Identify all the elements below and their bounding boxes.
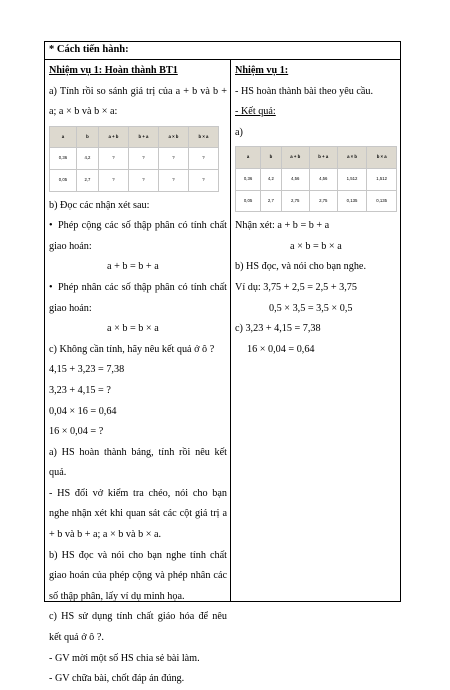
- c-line: 0,04 × 16 = 0,64: [49, 405, 117, 417]
- table-row: [50, 169, 219, 191]
- part-c-prompt: c) Không cần tính, hãy nêu kết quả ở ô ?: [49, 343, 215, 355]
- c-line: 4,15 + 3,23 = 7,38: [49, 364, 125, 376]
- task-title: Nhiệm vụ 1: Hoàn thành BT1: [49, 65, 178, 76]
- formula-addition: a + b = b + a: [107, 261, 159, 273]
- bullet-text: Phép nhân các số thập phân có tính chất giao hoán:: [49, 281, 227, 314]
- section-heading: * Cách tiến hành:: [49, 44, 129, 55]
- table-header-cell: b + a: [128, 126, 158, 148]
- task-title: Nhiệm vụ 1:: [235, 65, 289, 76]
- table-cell: ?: [188, 169, 218, 191]
- part-c-answer: c) 3,23 + 4,15 = 7,38: [235, 323, 321, 335]
- result-label: - Kết quả:: [235, 106, 276, 118]
- bullet-icon: •: [49, 281, 53, 293]
- answer-table: [235, 146, 397, 212]
- table-cell: 0,135: [337, 190, 367, 212]
- lesson-table: [44, 41, 401, 685]
- student-line: - HS hoàn thành bài theo yêu cầu.: [235, 85, 374, 97]
- instruction-c: c) HS sử dụng tính chất giáo hóa để nêu kết quả ở ô ?.: [49, 611, 227, 644]
- teacher-column: [49, 61, 227, 690]
- part-b-answer: b) HS đọc, và nói cho bạn nghe.: [235, 261, 366, 273]
- bullet-addition: [49, 216, 227, 257]
- part-c-answer-2: 16 × 0,04 = 0,64: [247, 343, 315, 355]
- table-cell: ?: [128, 148, 158, 170]
- table-cell: ?: [128, 169, 158, 191]
- table-cell: ?: [158, 148, 188, 170]
- instruction-b: b) HS đọc và nói cho bạn nghe tính chất giao hoán của phép cộng và phép nhân các số thập phân, lấy ví dụ minh họa.: [49, 549, 227, 602]
- table-header-cell: b × a: [367, 147, 397, 169]
- table-cell: 2,75: [281, 190, 309, 212]
- example-addition: Ví dụ: 3,75 + 2,5 = 2,5 + 3,75: [235, 281, 357, 293]
- table-header-cell: a + b: [281, 147, 309, 169]
- table-cell: ?: [98, 148, 128, 170]
- table-cell: ?: [98, 169, 128, 191]
- table-header-cell: a × b: [158, 126, 188, 148]
- formula-multiplication: a × b = b × a: [107, 323, 159, 335]
- table-cell: 0,05: [236, 190, 261, 212]
- table-cell: 2,7: [261, 190, 282, 212]
- part-a-prompt: a) Tính rồi so sánh giá trị của a + b và b + a; a × b và b × a:: [49, 85, 227, 118]
- instruction-a: a) HS hoàn thành bảng, tính rồi nêu kết quả.: [49, 446, 227, 479]
- table-cell: 0,05: [50, 169, 77, 191]
- table-row: [50, 148, 219, 170]
- part-a-label: a): [235, 126, 243, 138]
- bullet-text: Phép cộng các số thập phân có tính chất giao hoán:: [49, 220, 227, 252]
- table-header-cell: a: [236, 147, 261, 169]
- remark-multiplication: a × b = b × a: [290, 240, 342, 252]
- table-row: [236, 190, 397, 212]
- table-row: [236, 168, 397, 190]
- table-header-cell: b: [76, 126, 98, 148]
- table-cell: ?: [158, 169, 188, 191]
- table-header-cell: a × b: [337, 147, 367, 169]
- bullet-icon: •: [49, 220, 53, 232]
- bullet-multiplication: [49, 278, 227, 319]
- instruction-check: - HS đổi vở kiểm tra chéo, nói cho bạn nghe nhận xét khi quan sát các cột giá trị a + b và b + a; a × b và b × a.: [49, 487, 227, 541]
- table-cell: 0,36: [236, 168, 261, 190]
- c-line: 16 × 0,04 = ?: [49, 426, 104, 438]
- table-cell: 1,512: [367, 168, 397, 190]
- table-header-cell: b + a: [309, 147, 337, 169]
- table-cell: 0,135: [367, 190, 397, 212]
- table-cell: 2,75: [309, 190, 337, 212]
- part-b-prompt: b) Đọc các nhận xét sau:: [49, 199, 150, 211]
- header-row: [45, 42, 400, 60]
- remark-addition: Nhận xét: a + b = b + a: [235, 220, 330, 232]
- table-header-row: [50, 126, 219, 148]
- table-header-cell: b × a: [188, 126, 218, 148]
- example-multiplication: 0,5 × 3,5 = 3,5 × 0,5: [269, 302, 353, 314]
- c-line: 3,23 + 4,15 = ?: [49, 384, 111, 396]
- table-cell: 0,36: [50, 148, 77, 170]
- table-cell: 2,7: [76, 169, 98, 191]
- table-cell: ?: [188, 148, 218, 170]
- table-header-row: [236, 147, 397, 169]
- column-divider: [230, 60, 231, 601]
- table-cell: 4,2: [261, 168, 282, 190]
- table-cell: 4,56: [281, 168, 309, 190]
- table-header-cell: a + b: [98, 126, 128, 148]
- instruction-share: - GV mời một số HS chia sẻ bài làm.: [49, 652, 200, 664]
- table-cell: 1,512: [337, 168, 367, 190]
- table-header-cell: a: [50, 126, 77, 148]
- table-cell: 4,2: [76, 148, 98, 170]
- table-header-cell: b: [261, 147, 282, 169]
- table-cell: 4,56: [309, 168, 337, 190]
- exercise-table: [49, 126, 219, 192]
- instruction-correct: - GV chữa bài, chốt đáp án đúng.: [49, 673, 185, 685]
- student-column: [235, 61, 397, 360]
